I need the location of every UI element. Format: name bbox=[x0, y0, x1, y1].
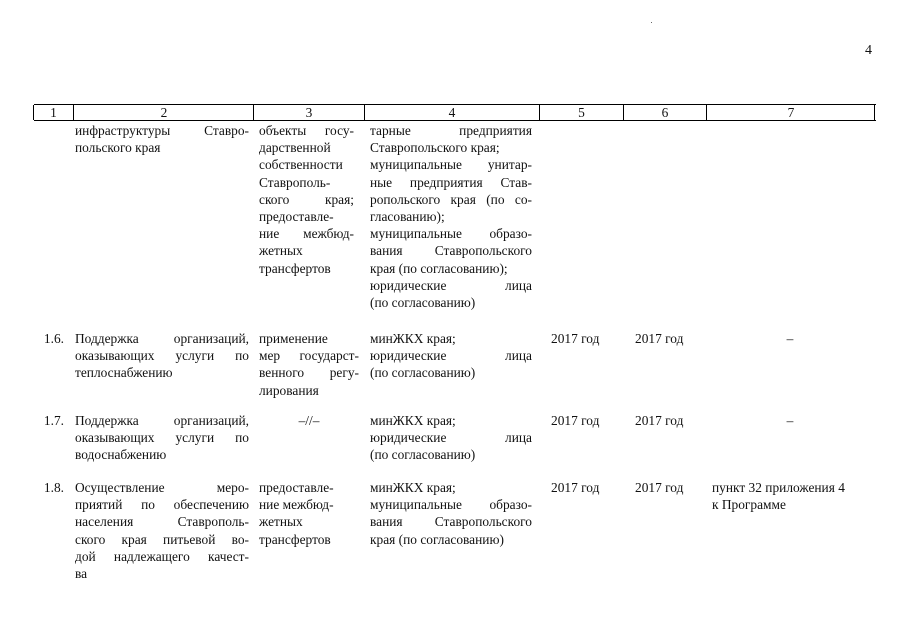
text-line: жетных bbox=[259, 243, 303, 259]
text-line: минЖКХ края; bbox=[370, 480, 456, 495]
text-line: тарные предприятия bbox=[370, 123, 532, 138]
text-line: Осуществление меро- bbox=[75, 480, 249, 495]
row-1-7-col-6: 2017 год bbox=[635, 413, 684, 428]
text-line: Ставропольского края; bbox=[370, 140, 500, 156]
text-line: дой надлежащего качест- bbox=[75, 548, 249, 564]
text-line: дарственной bbox=[259, 140, 331, 156]
row-1-7-col-2 bbox=[75, 412, 249, 464]
text-line: трансфертов bbox=[259, 531, 331, 547]
text-line: венного регу- bbox=[259, 365, 359, 381]
text-line: лирования bbox=[259, 382, 319, 398]
text-line: предоставле- bbox=[259, 209, 334, 225]
text-line: ние межбюд- bbox=[259, 497, 334, 513]
text-line: приятий по обеспечению bbox=[75, 497, 249, 513]
text-line: Поддержка организаций, bbox=[75, 331, 249, 346]
text-line: ние межбюд- bbox=[259, 226, 354, 242]
row-1-8-col-2 bbox=[75, 479, 249, 582]
table-border bbox=[874, 105, 875, 120]
text-line: жетных bbox=[259, 514, 303, 530]
header-col-2: 2 bbox=[160, 105, 168, 120]
cont-col-3 bbox=[259, 122, 354, 277]
row-1-7-col-5: 2017 год bbox=[551, 413, 600, 428]
row-1-7-col-4 bbox=[370, 412, 532, 464]
text-line: польского края bbox=[75, 140, 161, 156]
text-line: трансфертов bbox=[259, 260, 331, 276]
text-line: ропольского края (по со- bbox=[370, 191, 532, 207]
text-line: юридические лица bbox=[370, 430, 532, 446]
text-line: вания Ставропольского bbox=[370, 243, 532, 259]
text-line: оказывающих услуги по bbox=[75, 348, 249, 364]
text-line: применение bbox=[259, 331, 328, 346]
header-col-1: 1 bbox=[50, 105, 57, 120]
text-line: Поддержка организаций, bbox=[75, 413, 249, 428]
row-1-6-col-4 bbox=[370, 330, 532, 382]
header-col-6: 6 bbox=[661, 105, 669, 120]
text-line: минЖКХ края; bbox=[370, 413, 456, 428]
row-1-6-col-7: – bbox=[786, 331, 794, 346]
text-line: ные предприятия Став- bbox=[370, 174, 532, 190]
text-line: муниципальные образо- bbox=[370, 226, 532, 242]
cont-col-2 bbox=[75, 122, 249, 156]
text-line: теплоснабжению bbox=[75, 365, 173, 381]
text-line: мер государст- bbox=[259, 348, 359, 364]
row-number: 1.8. bbox=[43, 480, 64, 495]
row-1-7-col-7: – bbox=[786, 413, 794, 428]
text-line: предоставле- bbox=[259, 480, 334, 495]
text-line: собственности bbox=[259, 157, 343, 173]
text-line: населения Ставрополь- bbox=[75, 514, 249, 530]
text-line: края (по согласованию) bbox=[370, 531, 504, 547]
header-col-4: 4 bbox=[448, 105, 456, 120]
text-line: инфраструктуры Ставро- bbox=[75, 123, 249, 138]
text-line: оказывающих услуги по bbox=[75, 430, 249, 446]
text-line: минЖКХ края; bbox=[370, 331, 456, 346]
table-header-row bbox=[34, 104, 876, 121]
text-line: ва bbox=[75, 566, 88, 582]
text-line: края (по согласованию); bbox=[370, 260, 508, 276]
row-1-6-col-6: 2017 год bbox=[635, 331, 684, 346]
row-1-8-col-4 bbox=[370, 479, 532, 548]
text-line: к Программе bbox=[712, 497, 786, 513]
text-line: объекты госу- bbox=[259, 123, 354, 138]
text-line: ского края; bbox=[259, 191, 354, 207]
text-line: муниципальные образо- bbox=[370, 497, 532, 513]
text-line: пункт 32 приложения 4 bbox=[712, 480, 845, 495]
row-1-6-col-5: 2017 год bbox=[551, 331, 600, 346]
row-1-6-col-2 bbox=[75, 330, 249, 382]
scan-artifact bbox=[651, 22, 652, 23]
text-line: Ставрополь- bbox=[259, 174, 331, 190]
text-line: юридические лица bbox=[370, 348, 532, 364]
row-1-8-col-6: 2017 год bbox=[635, 480, 684, 495]
header-col-5: 5 bbox=[578, 105, 585, 120]
text-line: (по согласованию) bbox=[370, 365, 476, 381]
text-line: ского края питьевой во- bbox=[75, 531, 249, 547]
row-1-8-col-3 bbox=[259, 479, 354, 548]
text-line: муниципальные унитар- bbox=[370, 157, 532, 173]
cont-col-4 bbox=[370, 122, 532, 311]
text-line: (по согласованию) bbox=[370, 295, 476, 311]
text-line: водоснабжению bbox=[75, 447, 167, 463]
row-number: 1.6. bbox=[43, 331, 64, 346]
text-line: гласованию); bbox=[370, 209, 445, 225]
row-1-8-col-5: 2017 год bbox=[551, 480, 600, 495]
header-col-7: 7 bbox=[787, 105, 795, 120]
text-line: юридические лица bbox=[370, 277, 532, 293]
row-number: 1.7. bbox=[43, 413, 64, 428]
row-1-8-col-7 bbox=[712, 479, 874, 513]
page-number: 4 bbox=[865, 43, 872, 58]
text-line: вания Ставропольского bbox=[370, 514, 532, 530]
row-1-6-col-3 bbox=[259, 330, 359, 399]
header-col-3: 3 bbox=[305, 105, 313, 120]
row-1-7-col-3: –//– bbox=[298, 413, 320, 428]
text-line: (по согласованию) bbox=[370, 447, 476, 463]
